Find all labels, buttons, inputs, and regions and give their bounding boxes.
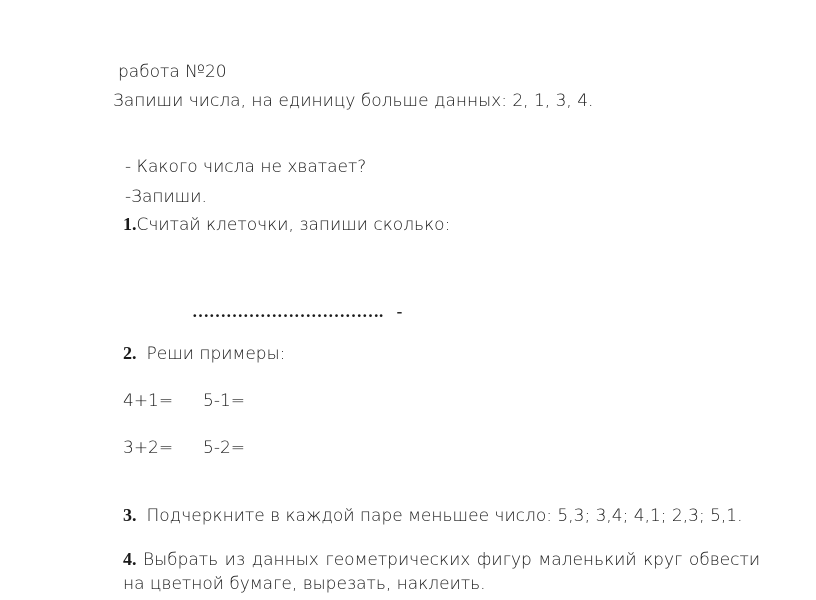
task-1	[123, 214, 450, 235]
task-2-text: Реши примеры:	[146, 344, 286, 364]
task-3-text: Подчеркните в каждой паре меньшее число: 5,3; 3,4; 4,1; 2,3; 5,1.	[146, 506, 743, 526]
question-write: -Запиши.	[125, 187, 207, 207]
task-1-answer	[192, 302, 402, 322]
task-1-number: 1.	[123, 214, 137, 234]
example-1: 4+1=	[123, 391, 174, 411]
task-3	[123, 505, 743, 526]
task-4	[123, 547, 760, 596]
answer-dash: -	[396, 302, 403, 321]
question-missing: - Какого числа не хватает?	[125, 157, 367, 177]
example-4: 5-2=	[203, 438, 246, 458]
instruction-text: Запиши числа, на единицу больше данных: 2, 1, 3, 4.	[113, 91, 594, 111]
task-4-number: 4.	[123, 549, 137, 569]
task-2	[123, 343, 285, 364]
example-2: 5-1=	[203, 391, 246, 411]
task-1-text: Считай клеточки, запиши сколько:	[136, 215, 451, 235]
example-3: 3+2=	[123, 438, 174, 458]
answer-line: …………………………….	[192, 302, 384, 321]
task-4-text: Выбрать из данных геометрических фигур маленький круг обвести на цветной бумаге, вырезать, наклеить.	[123, 550, 761, 594]
task-2-number: 2.	[123, 343, 137, 363]
worksheet-title: работа №20	[118, 62, 227, 82]
task-3-number: 3.	[123, 505, 137, 525]
